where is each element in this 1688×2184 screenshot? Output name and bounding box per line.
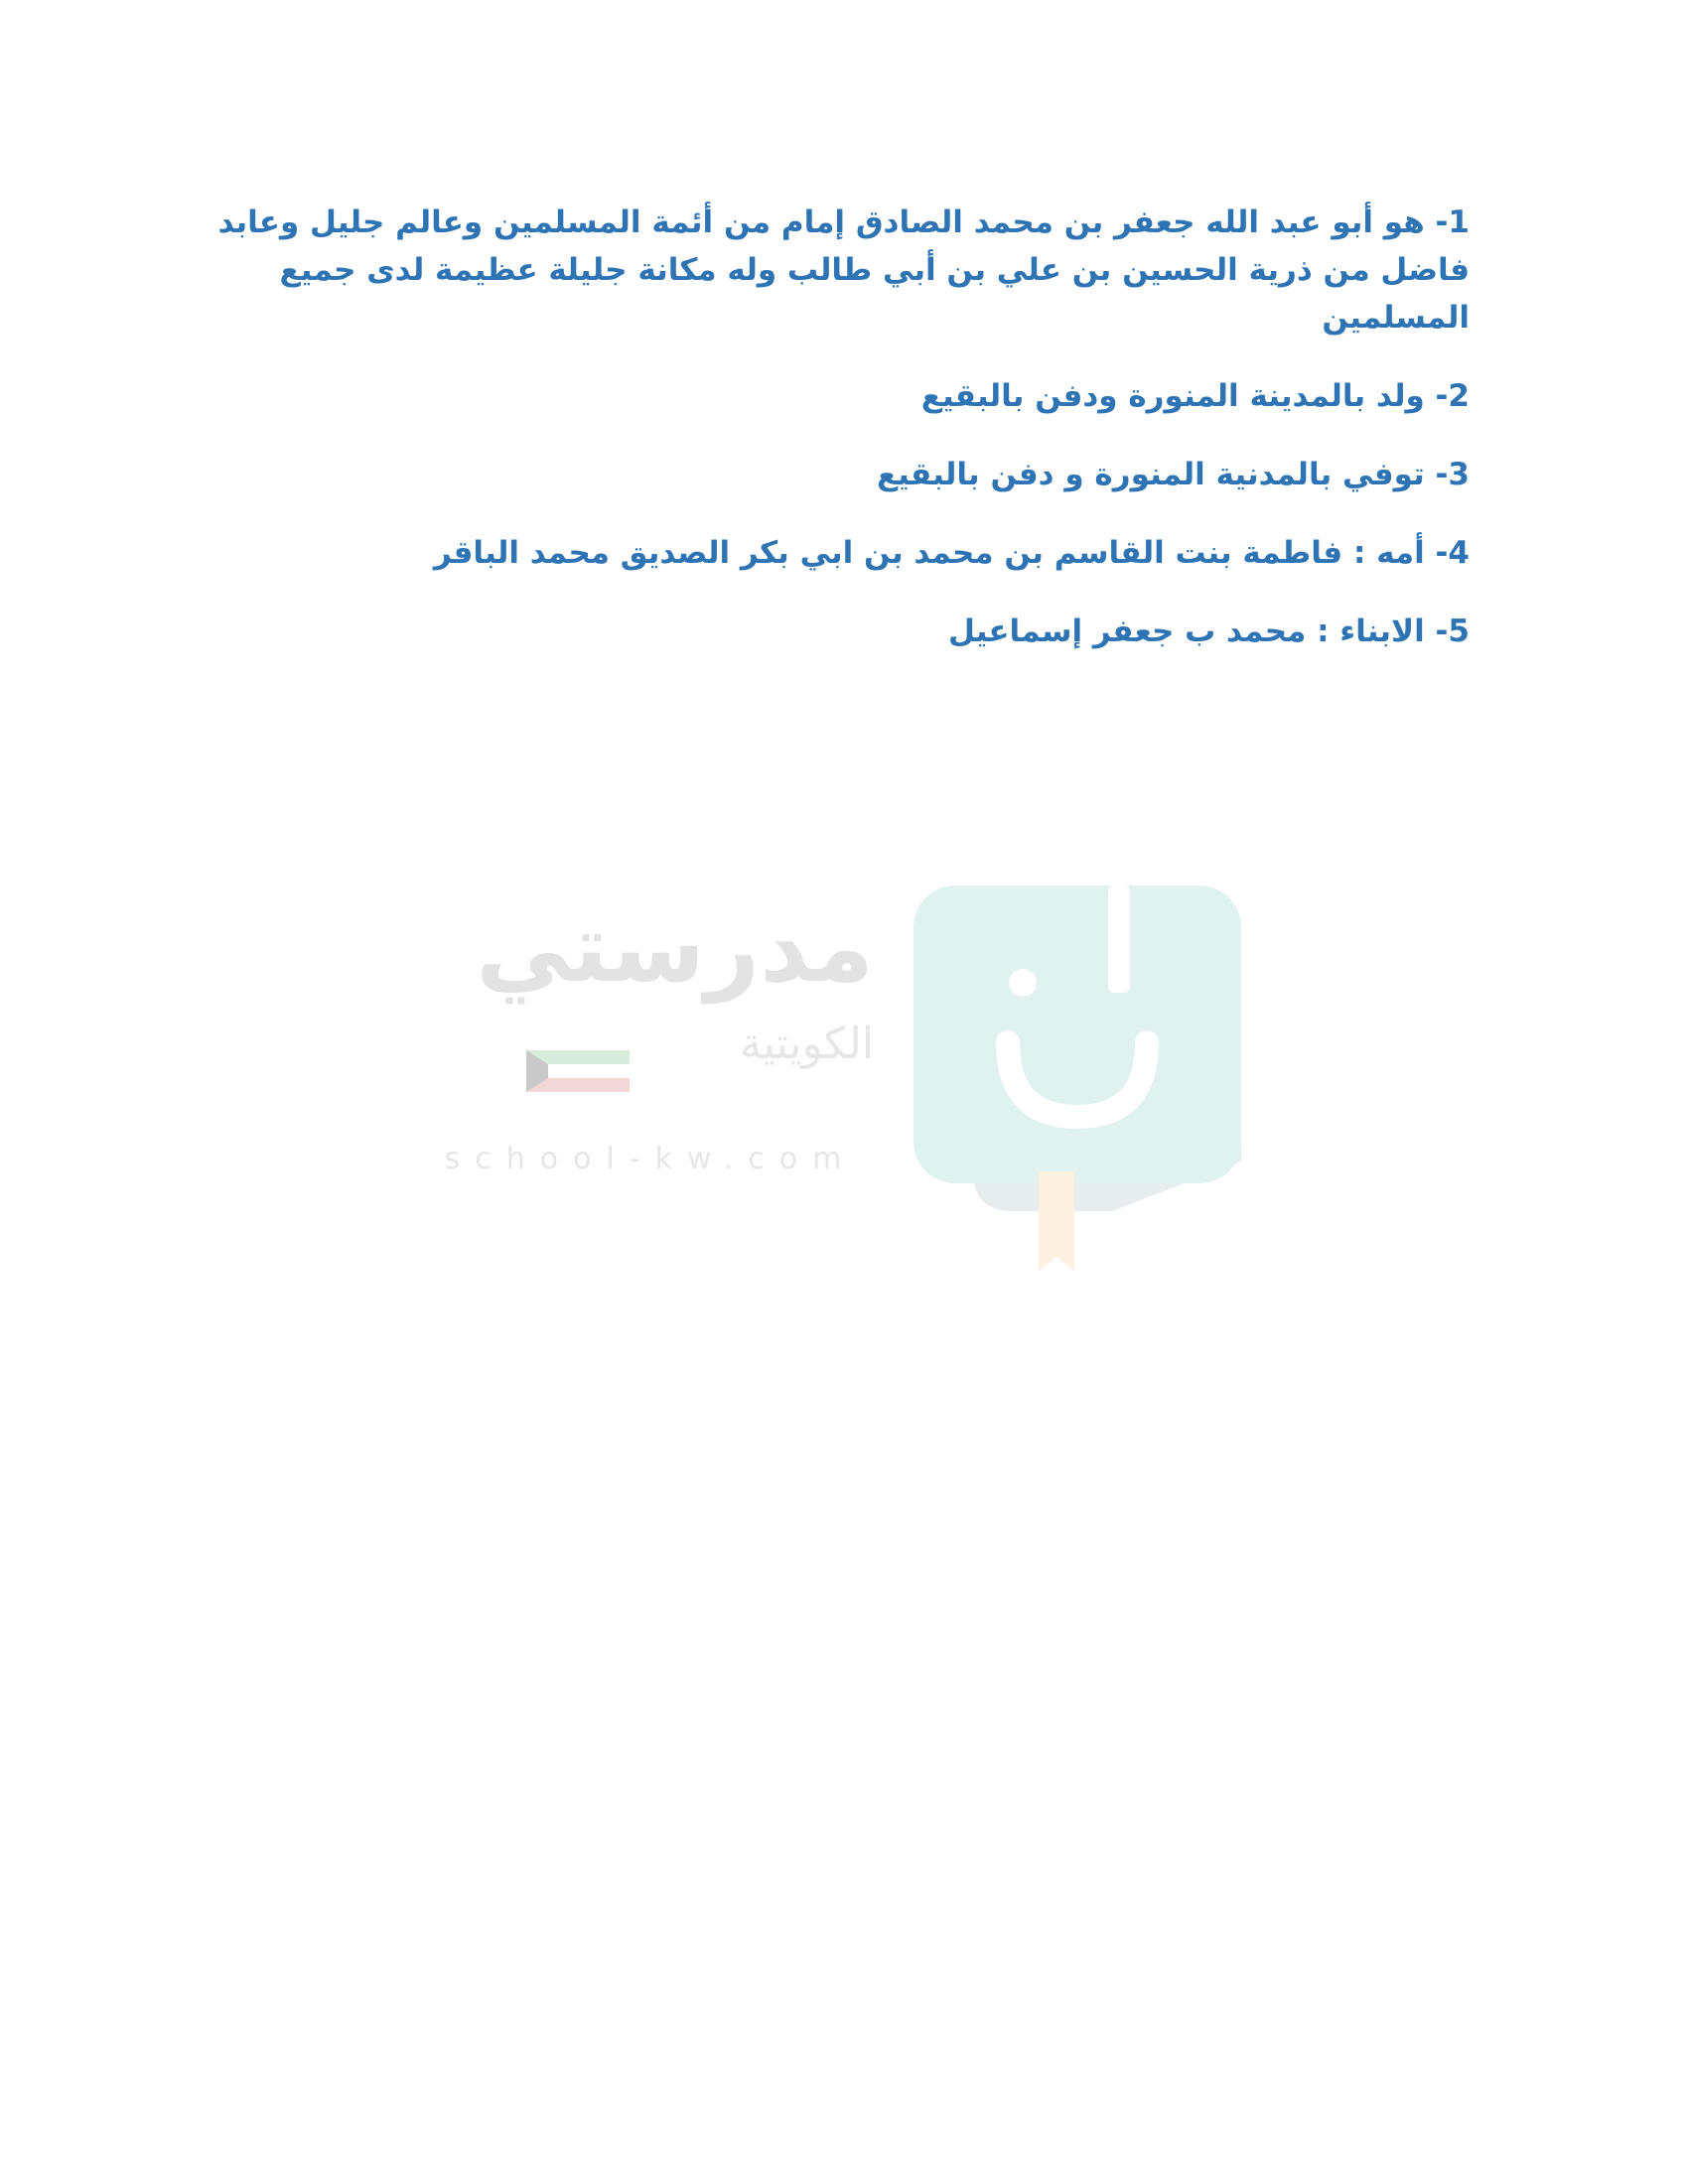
item-text: توفي بالمدنية المنورة و دفن بالبقيع	[876, 457, 1436, 492]
smile-book-logo-icon	[914, 874, 1271, 1291]
item-text: الابناء : محمد ب جعفر إسماعيل	[948, 614, 1436, 649]
watermark-url: school-kw.com	[444, 1142, 857, 1176]
list-item	[199, 372, 1470, 420]
item-text: هو أبو عبد الله جعفر بن محمد الصادق إمام من أئمة المسلمين وعالم جليل وعابد فاضل من ذرية الحسين بن علي بن أبي طالب وله مكانة جليلة عظيمة لدى جميع المسلمين	[217, 205, 1470, 336]
item-text: أمه : فاطمة بنت القاسم بن محمد بن ابي بكر الصديق محمد الباقر	[433, 535, 1436, 571]
list-item	[199, 451, 1470, 498]
watermark-subtitle: الكويتية	[739, 1019, 874, 1069]
list-item	[199, 608, 1470, 655]
item-number: 3-	[1435, 457, 1470, 492]
site-watermark	[397, 874, 1271, 1291]
list-item	[199, 529, 1470, 577]
item-number: 4-	[1435, 535, 1470, 571]
item-number: 1-	[1435, 205, 1470, 240]
item-number: 2-	[1435, 378, 1470, 414]
list-item	[199, 199, 1470, 341]
watermark-title: مدرستي	[476, 892, 874, 1004]
kuwait-flag-icon	[526, 1050, 630, 1092]
item-text: ولد بالمدينة المنورة ودفن بالبقيع	[920, 378, 1436, 414]
document-body	[199, 199, 1470, 686]
item-number: 5-	[1435, 614, 1470, 649]
